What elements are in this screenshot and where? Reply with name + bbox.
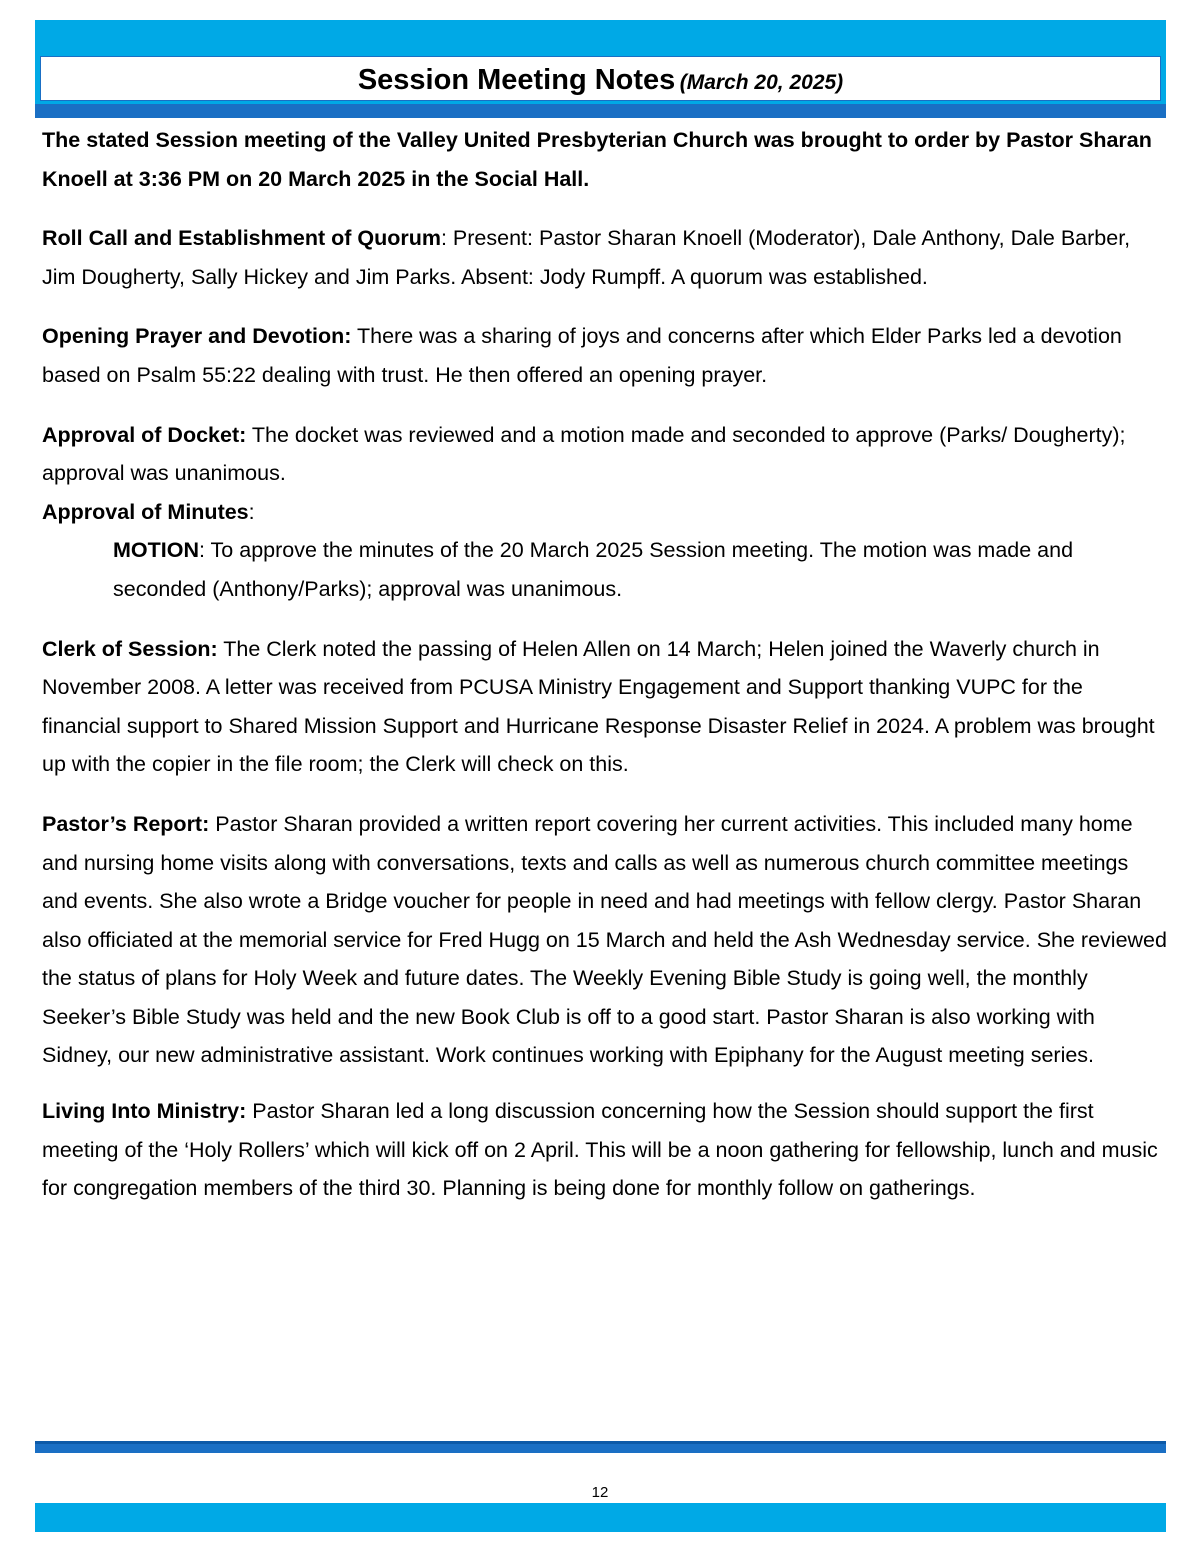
pastor-report-heading: Pastor’s Report: xyxy=(42,811,210,836)
footer-divider-shade xyxy=(35,1441,1166,1444)
intro-paragraph: The stated Session meeting of the Valley United Presbyterian Church was brought to order by Pastor Sharan Knoell at 3:36 PM on 20 March 2025 in the Social Hall. xyxy=(42,128,1152,191)
page-number: 12 xyxy=(591,1484,609,1501)
minutes-colon: : xyxy=(248,499,255,524)
section-clerk xyxy=(42,630,1167,784)
motion-label: MOTION xyxy=(113,538,199,563)
clerk-text: The Clerk noted the passing of Helen Allen on 14 March; Helen joined the Waverly church in November 2008. A letter was received from PCUSA Ministry Engagement and Support thanking VUPC for the financial support to Shared Mission Support and Hurricane Response Disaster Relief in 2024. A problem was brought up with the copier in the file room; the Clerk will check on this. xyxy=(42,636,1155,777)
header-dark-stripe xyxy=(35,104,1166,118)
meeting-date: (March 20, 2025) xyxy=(679,71,844,94)
minutes-heading: Approval of Minutes xyxy=(42,499,249,524)
section-pastor-report xyxy=(42,805,1167,1075)
living-ministry-text: Pastor Sharan led a long discussion concerning how the Session should support the first meeting of the ‘Holy Rollers’ which will kick off on 2 April. This will be a noon gathering for fellowship, lunch and music for congregation members of the third 30. Planning is being done for monthly follow on gatherings. xyxy=(42,1099,1158,1201)
roll-call-heading: Roll Call and Establishment of Quorum xyxy=(42,226,441,251)
document-body xyxy=(42,121,1167,1208)
minutes-motion xyxy=(42,531,1167,608)
living-ministry-heading: Living Into Ministry: xyxy=(42,1099,247,1124)
opening-prayer-text: There was a sharing of joys and concerns after which Elder Parks led a devotion based on Psalm 55:22 dealing with trust. He then offered an opening prayer. xyxy=(42,324,1122,387)
header-banner xyxy=(35,20,1166,118)
section-docket xyxy=(42,416,1167,493)
motion-text: : To approve the minutes of the 20 March 2025 Session meeting. The motion was made and seconded (Anthony/Parks); approval was unanimous. xyxy=(113,538,1074,601)
roll-call-text: : Present: Pastor Sharan Knoell (Moderator), Dale Anthony, Dale Barber, Jim Dougherty, Sally Hickey and Jim Parks. Absent: Jody Rumpff. A quorum was established. xyxy=(42,226,1131,289)
footer-divider xyxy=(35,1441,1166,1453)
docket-text: The docket was reviewed and a motion made and seconded to approve (Parks/ Dougherty); approval was unanimous. xyxy=(42,422,1126,486)
pastor-report-text: Pastor Sharan provided a written report covering her current activities. This included many home and nursing home visits along with conversations, texts and calls as well as numerous church committee meetings and events. She also wrote a Bridge voucher for people in need and had meetings with fellow clergy. Pastor Sharan also officiated at the memorial service for Fred Hugg on 15 March and held the Ash Wednesday service. She reviewed the status of plans for Holy Week and future dates. The Weekly Evening Bible Study is going well, the monthly Seeker’s Bible Study was held and the new Book Club is off to a good start. Pastor Sharan is also working with Sidney, our new administrative assistant. Work continues working with Epiphany for the August meeting series. xyxy=(42,811,1167,1068)
bottom-banner xyxy=(35,1503,1166,1532)
section-living-ministry xyxy=(42,1092,1167,1208)
page-title: Session Meeting Notes xyxy=(357,64,676,96)
docket-heading: Approval of Docket: xyxy=(42,422,247,447)
section-minutes xyxy=(42,493,1167,532)
opening-prayer-heading: Opening Prayer and Devotion: xyxy=(42,324,352,349)
clerk-heading: Clerk of Session: xyxy=(42,636,218,661)
section-roll-call xyxy=(42,219,1167,296)
section-opening-prayer xyxy=(42,317,1167,394)
header-title-box xyxy=(40,56,1161,101)
